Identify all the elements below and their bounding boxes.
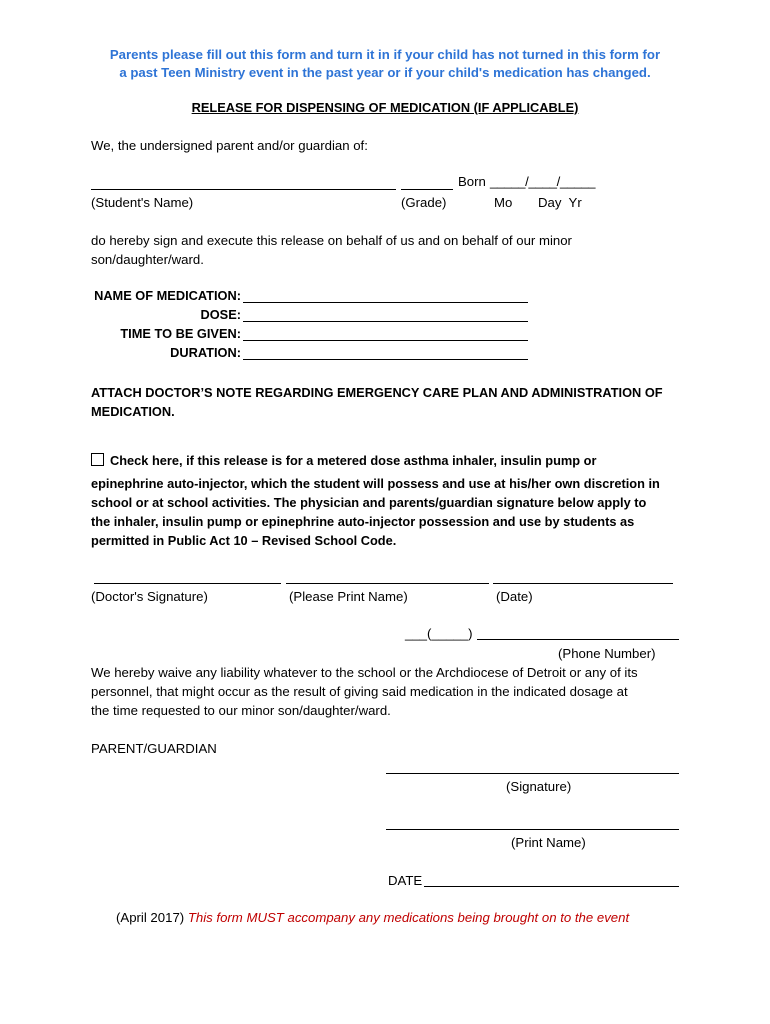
doctor-print-name-line[interactable] <box>286 583 489 584</box>
checkbox-text-line-2: epinephrine auto-injector, which the student will possess and use at his/her own discretion in <box>91 476 660 491</box>
release-text-line-1: do hereby sign and execute this release on behalf of us and on behalf of our minor <box>91 233 572 248</box>
medication-name-label: NAME OF MEDICATION: <box>94 288 241 303</box>
month-caption: Mo <box>494 195 513 210</box>
doctor-print-name-caption: (Please Print Name) <box>289 589 408 604</box>
form-title: RELEASE FOR DISPENSING OF MEDICATION (IF APPLICABLE) <box>191 100 579 115</box>
date-label: DATE <box>388 873 423 888</box>
parent-print-name-line[interactable] <box>386 829 679 830</box>
student-name-line[interactable] <box>91 189 396 190</box>
parent-guardian-heading: PARENT/GUARDIAN <box>91 741 217 756</box>
footer-note <box>116 908 629 927</box>
doctor-date-line[interactable] <box>493 583 673 584</box>
born-date-field[interactable]: _____/____/_____ <box>490 174 596 189</box>
parent-print-name-caption: (Print Name) <box>511 835 586 850</box>
doctor-signature-caption: (Doctor's Signature) <box>91 589 208 604</box>
grade-line[interactable] <box>401 189 453 190</box>
parent-date-line[interactable] <box>424 886 679 887</box>
time-to-be-given-line[interactable] <box>243 340 528 341</box>
checkbox-text-line-3: school or at school activities. The physician and parents/guardian signature below apply to <box>91 495 647 510</box>
doctor-date-caption: (Date) <box>496 589 533 604</box>
phone-area-code[interactable]: ___(_____) <box>405 626 473 641</box>
footer-warning: This form MUST accompany any medications being brought on to the event <box>187 910 630 925</box>
checkbox-text-line-4: the inhaler, insulin pump or epinephrine auto-injector possession and use by students as <box>91 514 635 529</box>
checkbox-text-line-5: permitted in Public Act 10 – Revised School Code. <box>91 533 397 548</box>
day-year-caption: Day Yr <box>538 195 582 210</box>
checkbox-row <box>91 451 596 470</box>
duration-line[interactable] <box>243 359 528 360</box>
born-label: Born <box>458 174 486 189</box>
attach-note-line-2: MEDICATION. <box>91 404 175 419</box>
medication-name-line[interactable] <box>243 302 528 303</box>
notice-line-1: Parents please fill out this form and turn it in if your child has not turned in this form for <box>109 47 661 62</box>
checkbox-text-line-1: Check here, if this release is for a metered dose asthma inhaler, insulin pump or <box>110 453 597 468</box>
doctor-signature-line[interactable] <box>94 583 281 584</box>
footer-date: (April 2017) <box>116 910 185 925</box>
dose-line[interactable] <box>243 321 528 322</box>
parent-signature-caption: (Signature) <box>506 779 572 794</box>
release-text-line-2: son/daughter/ward. <box>91 252 204 267</box>
phone-number-caption: (Phone Number) <box>558 646 656 661</box>
time-to-be-given-label: TIME TO BE GIVEN: <box>120 326 241 341</box>
waiver-line-1: We hereby waive any liability whatever to the school or the Archdiocese of Detroit or any of its <box>91 665 638 680</box>
attach-note-line-1: ATTACH DOCTOR’S NOTE REGARDING EMERGENCY CARE PLAN AND ADMINISTRATION OF <box>91 385 663 400</box>
notice-line-2: a past Teen Ministry event in the past year or if your child's medication has changed. <box>119 65 651 80</box>
grade-caption: (Grade) <box>401 195 447 210</box>
phone-number-line[interactable] <box>477 639 679 640</box>
duration-label: DURATION: <box>170 345 241 360</box>
students-name-caption: (Student's Name) <box>91 195 194 210</box>
waiver-line-2: personnel, that might occur as the result of giving said medication in the indicated dosage at <box>91 684 628 699</box>
dose-label: DOSE: <box>200 307 241 322</box>
intro-text: We, the undersigned parent and/or guardian of: <box>91 138 368 153</box>
parent-signature-line[interactable] <box>386 773 679 774</box>
inhaler-checkbox[interactable] <box>91 453 104 466</box>
waiver-line-3: the time requested to our minor son/daughter/ward. <box>91 703 391 718</box>
